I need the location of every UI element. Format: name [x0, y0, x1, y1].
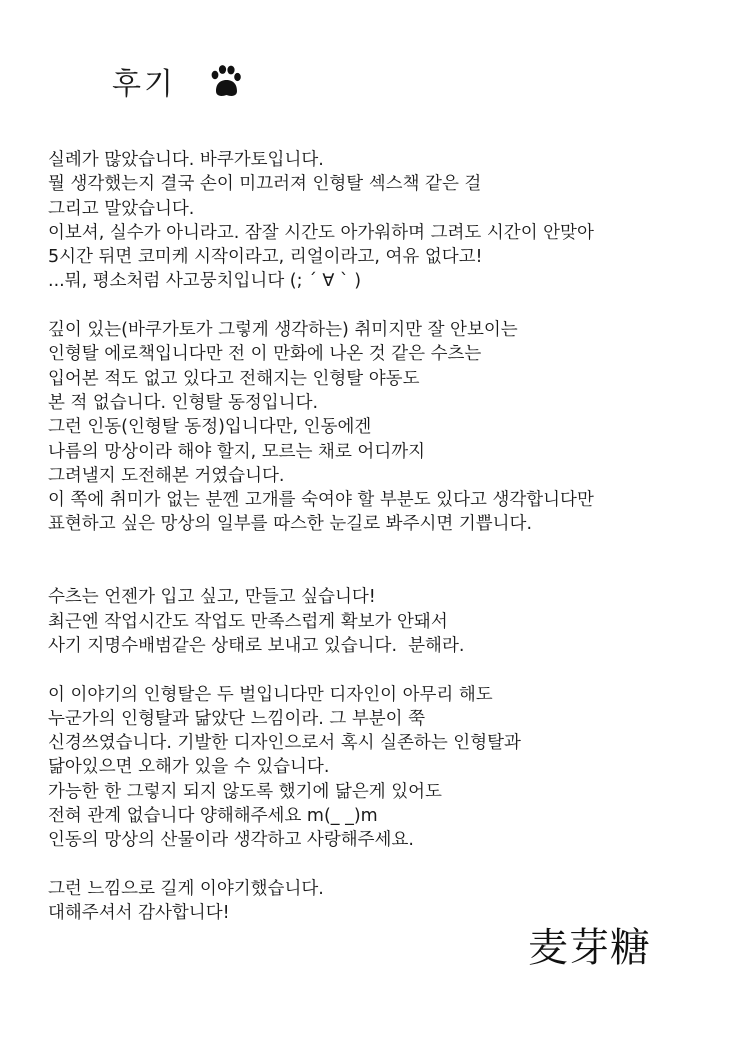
title-row — [112, 56, 176, 106]
text-line: 본 적 없습니다. 인형탈 동정입니다. — [48, 392, 319, 413]
paw-print-icon — [208, 64, 244, 100]
afterword-body — [48, 148, 718, 926]
text-line: 입어본 적도 없고 있다고 전해지는 인형탈 야동도 — [48, 368, 420, 389]
text-line: 그런 느낌으로 길게 이야기했습니다. — [48, 878, 324, 899]
paragraph-gap — [48, 658, 718, 682]
text-line: 나름의 망상이라 해야 할지, 모르는 채로 어디까지 — [48, 441, 426, 462]
text-line: 가능한 한 그렇지 되지 않도록 했기에 닮은게 있어도 — [48, 781, 442, 802]
text-line: 인형탈 에로책입니다만 전 이 만화에 나온 것 같은 수츠는 — [48, 344, 482, 365]
text-line: 수츠는 언젠가 입고 싶고, 만들고 싶습니다! — [48, 587, 376, 608]
paragraph — [48, 148, 718, 294]
text-line: 대해주셔서 감사합니다! — [48, 903, 230, 924]
paragraph — [48, 318, 718, 537]
text-line: 전혀 관계 없습니다 양해해주세요 m(_ _)m — [48, 806, 378, 827]
paragraph-gap — [48, 853, 718, 877]
paragraph — [48, 683, 718, 853]
text-line: 최근엔 작업시간도 작업도 만족스럽게 확보가 안돼서 — [48, 611, 448, 632]
text-line: 그런 인동(인형탈 동정)입니다만, 인동에겐 — [48, 417, 372, 438]
text-line: 사기 지명수배범같은 상태로 보내고 있습니다. 분해라. — [48, 635, 465, 656]
text-line: ...뭐, 평소처럼 사고뭉치입니다 (; ´ ∀ ` ) — [48, 271, 362, 292]
text-line: 이 이야기의 인형탈은 두 벌입니다만 디자인이 아무리 해도 — [48, 684, 493, 705]
author-signature: 麦芽糖 — [528, 925, 651, 971]
page-title: 후기 — [112, 67, 176, 102]
text-line: 이 쪽에 취미가 없는 분껜 고개를 숙여야 할 부분도 있다고 생각합니다만 — [48, 490, 594, 511]
text-line: 깊이 있는(바쿠가토가 그렇게 생각하는) 취미지만 잘 안보이는 — [48, 320, 518, 341]
paragraph — [48, 585, 718, 658]
text-line: 뭘 생각했는지 결국 손이 미끄러져 인형탈 섹스책 같은 걸 — [48, 174, 482, 195]
text-line: 5시간 뒤면 코미케 시작이라고, 리얼이라고, 여유 없다고! — [48, 247, 483, 268]
paragraph-gap — [48, 294, 718, 318]
paragraph-gap — [48, 561, 718, 585]
text-line: 실례가 많았습니다. 바쿠가토입니다. — [48, 150, 324, 170]
text-line: 누군가의 인형탈과 닮았단 느낌이라. 그 부분이 쭉 — [48, 708, 426, 729]
paragraph-gap — [48, 537, 718, 561]
text-line: 인동의 망상의 산물이라 생각하고 사랑해주세요. — [48, 830, 414, 851]
text-line: 닮아있으면 오해가 있을 수 있습니다. — [48, 757, 330, 778]
text-line: 표현하고 싶은 망상의 일부를 따스한 눈길로 봐주시면 기쁩니다. — [48, 514, 533, 535]
text-line: 그려낼지 도전해본 거였습니다. — [48, 465, 285, 486]
text-line: 신경쓰였습니다. 기발한 디자인으로서 혹시 실존하는 인형탈과 — [48, 733, 521, 754]
text-line: 이보셔, 실수가 아니라고. 잠잘 시간도 아가워하며 그려도 시간이 안맞아 — [48, 222, 594, 243]
text-line: 그리고 말았습니다. — [48, 198, 195, 219]
